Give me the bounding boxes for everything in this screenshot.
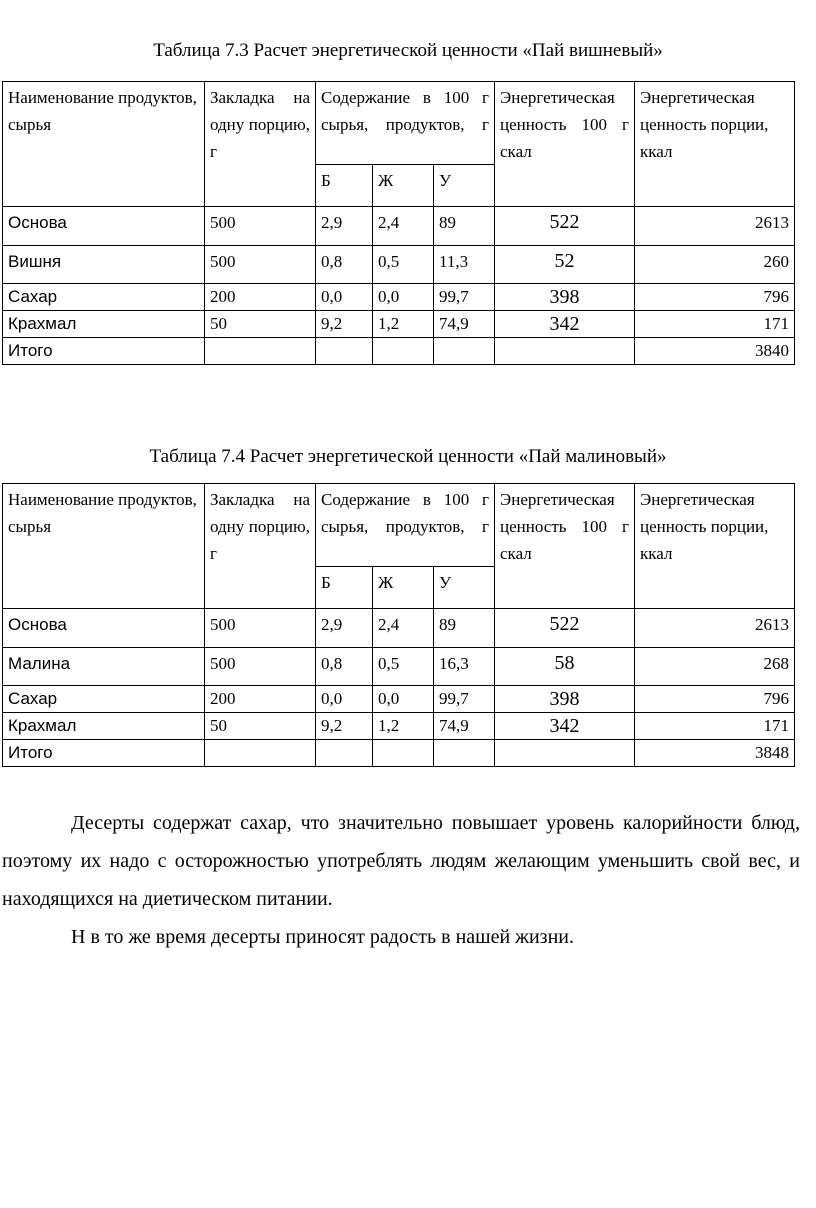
header-carbs: У — [434, 165, 495, 207]
cell-name: Основа — [3, 207, 205, 246]
table-total-row — [3, 338, 795, 365]
cell-portion: 200 — [205, 284, 316, 311]
table-row — [3, 609, 795, 648]
cell-energy-100g: 398 — [495, 686, 635, 713]
cell-name: Основа — [3, 609, 205, 648]
cell-fat: 0,0 — [373, 686, 434, 713]
cell-energy-portion: 260 — [635, 246, 795, 284]
cell-carbs: 74,9 — [434, 311, 495, 338]
table-row — [3, 246, 795, 284]
body-text — [2, 804, 800, 956]
table-caption: Таблица 7.3 Расчет энергетической ценности «Пай вишневый» — [153, 40, 663, 61]
cell-fat: 2,4 — [373, 609, 434, 648]
header-energy-portion: Энергетическая ценность порции, ккал — [635, 82, 795, 207]
cell-energy-100g: 522 — [495, 609, 635, 648]
header-content: Содержание в 100 г сырья, продуктов, г — [316, 82, 495, 165]
cell-protein: 9,2 — [316, 713, 373, 740]
cell-energy-100g: 522 — [495, 207, 635, 246]
cell-protein: 0,8 — [316, 246, 373, 284]
cell-portion: 500 — [205, 246, 316, 284]
header-portion: Закладка на одну порцию, г — [205, 484, 316, 609]
cell-energy-100g: 52 — [495, 246, 635, 284]
cell-total-value: 3848 — [635, 740, 795, 767]
cell-portion: 500 — [205, 609, 316, 648]
cell-name: Сахар — [3, 686, 205, 713]
cell-energy-portion: 796 — [635, 686, 795, 713]
cell-fat: 1,2 — [373, 713, 434, 740]
table-row — [3, 686, 795, 713]
cell-portion: 500 — [205, 207, 316, 246]
energy-table-cherry — [2, 81, 795, 365]
paragraph: Десерты содержат сахар, что значительно повышает уровень калорийности блюд, поэтому их надо с осторожностью употреблять людям желающим уменьшить свой вес, и находящихся на диетическом питании. — [2, 812, 800, 910]
table-row — [3, 311, 795, 338]
cell-name: Крахмал — [3, 311, 205, 338]
header-name: Наименование продуктов, сырья — [3, 82, 205, 207]
paragraph: Н в то же время десерты приносят радость в нашей жизни. — [71, 926, 574, 948]
header-fat: Ж — [373, 567, 434, 609]
header-name: Наименование продуктов, сырья — [3, 484, 205, 609]
cell-energy-portion: 171 — [635, 311, 795, 338]
cell-energy-portion: 171 — [635, 713, 795, 740]
header-energy-100g: Энергетическая ценность 100 г скал — [495, 484, 635, 609]
cell-carbs: 99,7 — [434, 686, 495, 713]
table-row — [3, 284, 795, 311]
cell-energy-portion: 268 — [635, 648, 795, 686]
cell-name: Сахар — [3, 284, 205, 311]
cell-protein: 2,9 — [316, 207, 373, 246]
cell-fat: 0,5 — [373, 648, 434, 686]
cell-protein: 2,9 — [316, 609, 373, 648]
cell-carbs: 99,7 — [434, 284, 495, 311]
cell-energy-portion: 796 — [635, 284, 795, 311]
cell-fat: 2,4 — [373, 207, 434, 246]
header-fat: Ж — [373, 165, 434, 207]
cell-fat: 0,5 — [373, 246, 434, 284]
cell-protein: 0,0 — [316, 284, 373, 311]
header-energy-portion: Энергетическая ценность порции, ккал — [635, 484, 795, 609]
cell-name: Малина — [3, 648, 205, 686]
table-header-row — [3, 484, 795, 567]
cell-carbs: 89 — [434, 609, 495, 648]
cell-protein: 0,8 — [316, 648, 373, 686]
cell-protein: 0,0 — [316, 686, 373, 713]
energy-table-raspberry — [2, 483, 795, 767]
cell-portion: 500 — [205, 648, 316, 686]
cell-portion: 50 — [205, 311, 316, 338]
table-row — [3, 713, 795, 740]
table-header-row — [3, 82, 795, 165]
cell-carbs: 16,3 — [434, 648, 495, 686]
table-row — [3, 648, 795, 686]
header-energy-100g: Энергетическая ценность 100 г скал — [495, 82, 635, 207]
header-carbs: У — [434, 567, 495, 609]
cell-name: Крахмал — [3, 713, 205, 740]
header-content: Содержание в 100 г сырья, продуктов, г — [316, 484, 495, 567]
table-total-row — [3, 740, 795, 767]
cell-total-value: 3840 — [635, 338, 795, 365]
cell-carbs: 11,3 — [434, 246, 495, 284]
table-caption: Таблица 7.4 Расчет энергетической ценности «Пай малиновый» — [149, 446, 667, 467]
cell-portion: 50 — [205, 713, 316, 740]
cell-carbs: 74,9 — [434, 713, 495, 740]
header-protein: Б — [316, 567, 373, 609]
cell-portion: 200 — [205, 686, 316, 713]
cell-protein: 9,2 — [316, 311, 373, 338]
cell-name: Вишня — [3, 246, 205, 284]
cell-energy-100g: 342 — [495, 311, 635, 338]
cell-total-label: Итого — [3, 338, 205, 365]
cell-energy-100g: 58 — [495, 648, 635, 686]
header-protein: Б — [316, 165, 373, 207]
cell-fat: 0,0 — [373, 284, 434, 311]
cell-energy-100g: 398 — [495, 284, 635, 311]
cell-carbs: 89 — [434, 207, 495, 246]
table-row — [3, 207, 795, 246]
cell-total-label: Итого — [3, 740, 205, 767]
cell-energy-portion: 2613 — [635, 207, 795, 246]
header-portion: Закладка на одну порцию, г — [205, 82, 316, 207]
cell-energy-100g: 342 — [495, 713, 635, 740]
cell-energy-portion: 2613 — [635, 609, 795, 648]
cell-fat: 1,2 — [373, 311, 434, 338]
